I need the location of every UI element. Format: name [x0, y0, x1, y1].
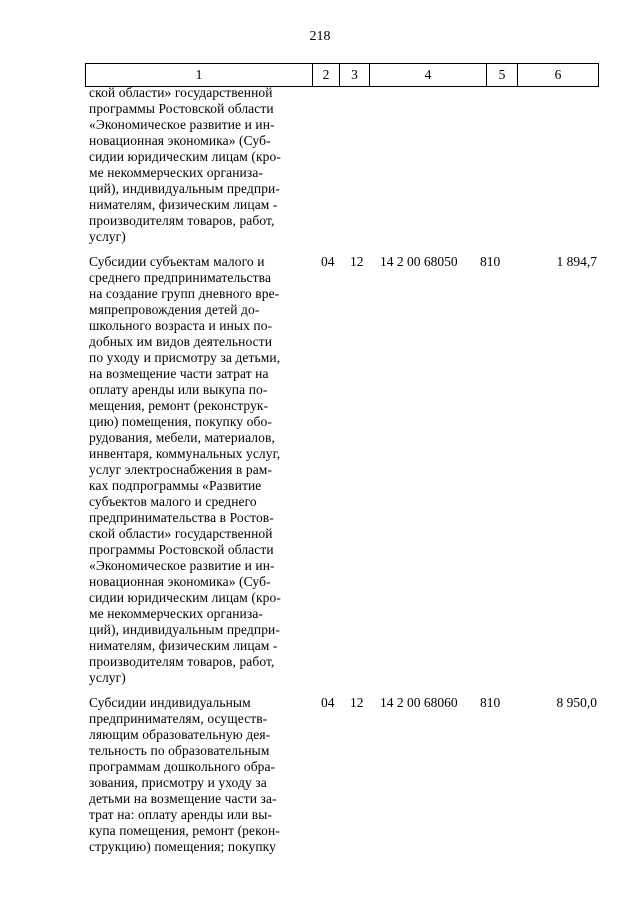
- row-section: 04: [321, 695, 335, 710]
- row-amount: 1 894,7: [556, 254, 597, 269]
- column-header-3: 3: [339, 64, 369, 86]
- row-subsection: 12: [350, 695, 364, 710]
- column-header-6: 6: [517, 64, 599, 86]
- table-header: [85, 63, 599, 87]
- column-header-2: 2: [312, 64, 339, 86]
- column-header-1: 1: [85, 64, 312, 86]
- table-row: [85, 254, 599, 686]
- column-header-5: 5: [486, 64, 517, 86]
- row-amount: 8 950,0: [556, 695, 597, 710]
- row-description: ской области» государственной программы Ростовской области «Экономическое развитие и ин- новационная экономика» (Суб- сидии юридическим лицам (кро- ме некоммерческих организа- ций), индивидуальным предпри- нимателям, физическим лицам - производителям товаров, работ, услуг): [89, 85, 281, 244]
- table-body: [85, 85, 599, 855]
- row-description: Субсидии субъектам малого и среднего предпринимательства на создание групп дневного вре- мяпрепровождения детей до- школьного возраста и иных по- добных им видов деятельности по уходу и присмотру за детьми, на возмещение части затрат на оплату аренды или выкупа по- мещения, ремонт (реконструк- цию) помещения, покупку обо- рудования, мебели, материалов, инвентаря, коммунальных услуг, услуг электроснабжения в рам- ках подпрограммы «Развитие субъектов малого и среднего предпринимательства в Ростов- ской области» государственной программы Ростовской области «Экономическое развитие и ин- новационная экономика» (Суб- сидии юридическим лицам (кро- ме некоммерческих организа- ций), индивидуальным предпри- нимателям, физическим лицам - производителям товаров, работ, услуг): [89, 254, 281, 685]
- row-expense-type: 810: [480, 695, 501, 710]
- row-subsection: 12: [350, 254, 364, 269]
- row-target-article: 14 2 00 68060: [380, 695, 458, 710]
- table-row: [85, 695, 599, 855]
- row-target-article: 14 2 00 68050: [380, 254, 458, 269]
- table-row: [85, 85, 599, 245]
- page-number: 218: [309, 29, 331, 44]
- row-description: Субсидии индивидуальным предпринимателям, осуществ- ляющим образовательную дея- тельность по образовательным программам дошкольного обра- зования, присмотру и уходу за детьми на возмещение части за- трат на: оплату аренды или вы- купа помещения, ремонт (рекон- струкцию) помещения; покупку: [89, 695, 280, 854]
- row-expense-type: 810: [480, 254, 501, 269]
- column-header-4: 4: [369, 64, 486, 86]
- row-section: 04: [321, 254, 335, 269]
